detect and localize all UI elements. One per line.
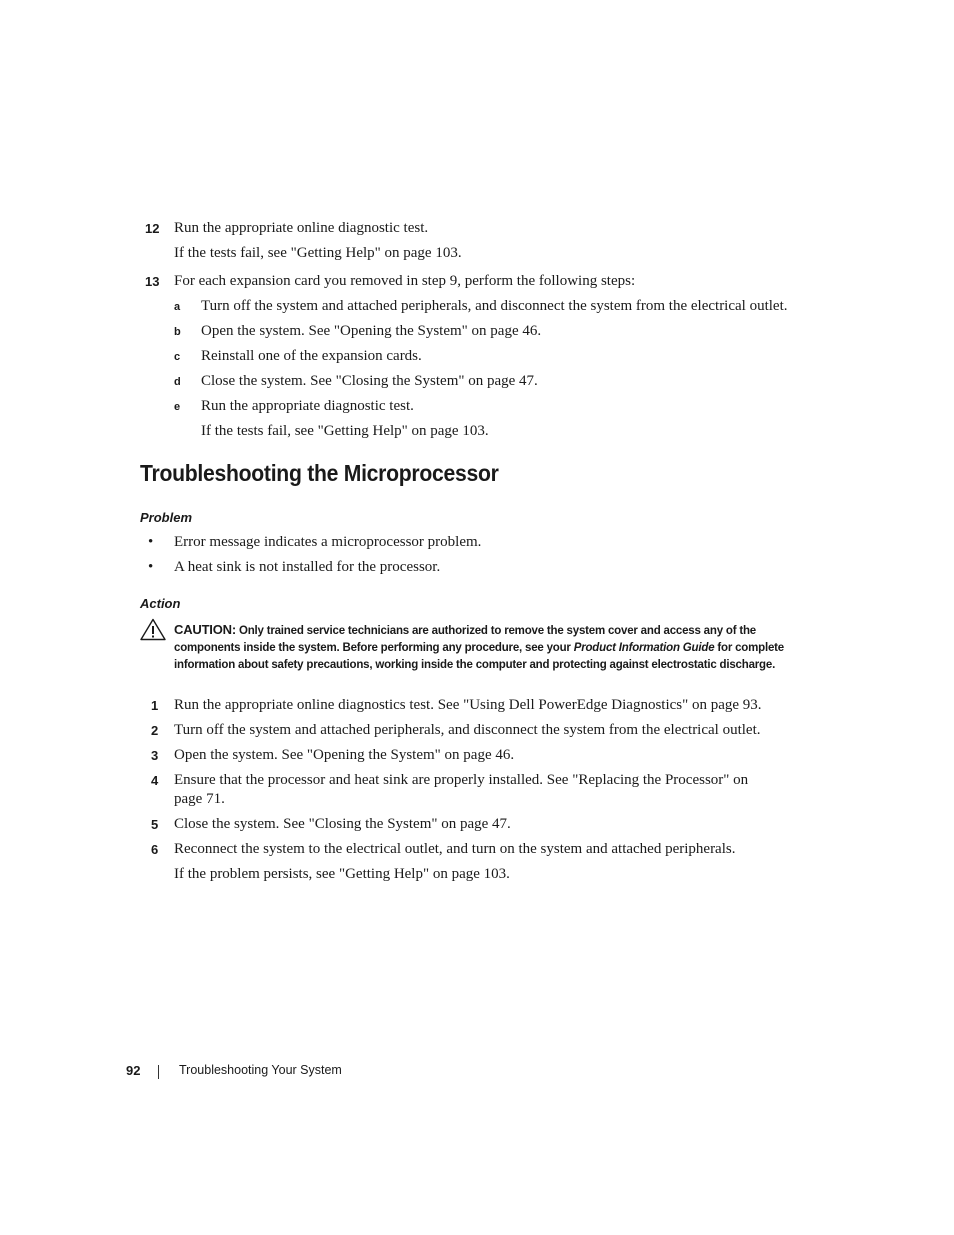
substep-text: Open the system. See "Opening the System" on page 46. xyxy=(201,323,542,339)
problem-heading: Problem xyxy=(140,510,193,525)
caution-label: CAUTION: xyxy=(174,622,236,637)
footer-section-title: Troubleshooting Your System xyxy=(179,1063,342,1077)
step-text: Ensure that the processor and heat sink are properly installed. See "Replacing the Processor" on xyxy=(174,772,749,788)
bullet-glyph: • xyxy=(148,559,154,575)
step-number: 1 xyxy=(151,698,159,713)
step-text: Run the appropriate online diagnostic test. xyxy=(174,220,429,236)
footer-divider xyxy=(158,1065,159,1079)
caution-notice xyxy=(174,621,824,674)
substep-text: Run the appropriate diagnostic test. xyxy=(201,398,414,414)
step-number: 6 xyxy=(151,842,159,857)
step-note: If the problem persists, see "Getting Help" on page 103. xyxy=(174,866,510,882)
substep-text: Turn off the system and attached peripherals, and disconnect the system from the electrical outlet. xyxy=(201,298,788,314)
caution-guide-title: Product Information Guide xyxy=(573,642,715,654)
substep-text: Close the system. See "Closing the System" on page 47. xyxy=(201,373,538,389)
warning-triangle-icon xyxy=(140,618,166,641)
substep-text: Reinstall one of the expansion cards. xyxy=(201,348,422,364)
substep-letter: e xyxy=(174,401,181,413)
substep-letter: d xyxy=(174,376,181,388)
step-number: 12 xyxy=(145,221,160,236)
step-text: Run the appropriate online diagnostics test. See "Using Dell PowerEdge Diagnostics" on page 93. xyxy=(174,697,762,713)
caution-text-continued: for complete information about safety precautions, working inside the computer and protecting against electrostatic discharge. xyxy=(174,642,785,671)
step-text: For each expansion card you removed in step 9, perform the following steps: xyxy=(174,273,636,289)
list-item: Error message indicates a microprocessor problem. xyxy=(174,534,482,550)
step-number: 5 xyxy=(151,817,159,832)
section-title: Troubleshooting the Microprocessor xyxy=(140,460,499,486)
step-text: Reconnect the system to the electrical outlet, and turn on the system and attached peripherals. xyxy=(174,841,736,857)
step-number: 3 xyxy=(151,748,159,763)
substep-letter: c xyxy=(174,351,181,363)
step-note: If the tests fail, see "Getting Help" on page 103. xyxy=(174,245,462,261)
substep-letter: b xyxy=(174,326,181,338)
action-heading: Action xyxy=(140,596,181,611)
step-text: Close the system. See "Closing the System" on page 47. xyxy=(174,816,511,832)
step-number: 2 xyxy=(151,723,159,738)
step-number: 13 xyxy=(145,274,160,289)
step-text: Open the system. See "Opening the System" on page 46. xyxy=(174,747,515,763)
substep-note: If the tests fail, see "Getting Help" on page 103. xyxy=(201,423,489,439)
step-text: Turn off the system and attached peripherals, and disconnect the system from the electrical outlet. xyxy=(174,722,761,738)
step-text-continued: page 71. xyxy=(174,791,225,807)
step-number: 4 xyxy=(151,773,159,788)
substep-letter: a xyxy=(174,301,181,313)
list-item: A heat sink is not installed for the processor. xyxy=(174,559,441,575)
bullet-glyph: • xyxy=(148,534,154,550)
caution-text: Only trained service technicians are authorized to remove the system cover and access any of the components inside the system. Before performing any procedure, see your xyxy=(174,625,756,654)
page-number: 92 xyxy=(126,1063,141,1078)
